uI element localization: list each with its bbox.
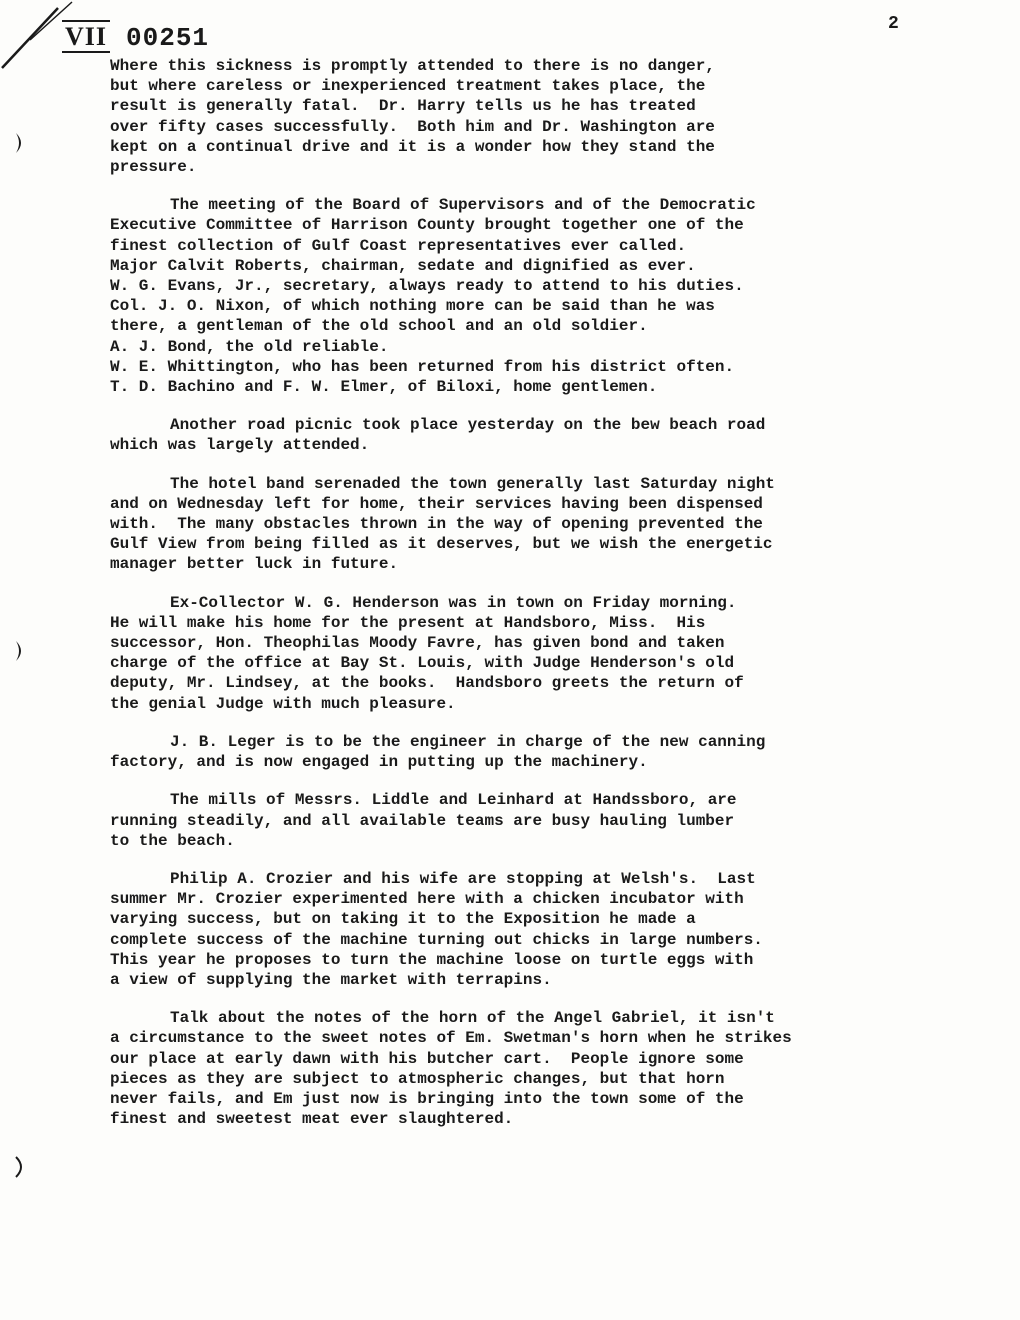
paragraph — [110, 593, 990, 714]
text-line: Col. J. O. Nixon, of which nothing more can be said than he was — [110, 297, 715, 316]
text-line: to the beach. — [110, 831, 235, 850]
paragraph — [110, 56, 990, 177]
text-line: a circumstance to the sweet notes of Em. Swetman's horn when he strikes — [110, 1029, 792, 1048]
text-line: W. G. Evans, Jr., secretary, always ready to attend to his duties. — [110, 277, 744, 296]
text-line: a view of supplying the market with terrapins. — [110, 970, 552, 989]
document-code — [62, 22, 209, 53]
text-line: Major Calvit Roberts, chairman, sedate and dignified as ever. — [110, 256, 696, 275]
text-line: Ex-Collector W. G. Henderson was in town on Friday morning. — [170, 593, 737, 612]
text-line: there, a gentleman of the old school and an old soldier. — [110, 317, 648, 336]
text-line: Gulf View from being filled as it deserves, but we wish the energetic — [110, 535, 773, 554]
paragraph — [110, 790, 990, 851]
paragraph — [110, 1008, 990, 1129]
text-line: varying success, but on taking it to the Exposition he made a — [110, 910, 696, 929]
paragraph — [110, 869, 990, 990]
archive-number: 00251 — [126, 23, 210, 53]
text-line: pressure. — [110, 158, 197, 177]
text-line: A. J. Bond, the old reliable. — [110, 337, 389, 356]
text-line: Executive Committee of Harrison County brought together one of the — [110, 216, 744, 235]
roman-numeral: VII — [62, 20, 110, 53]
paragraph — [110, 732, 990, 772]
text-line: He will make his home for the present at Handsboro, Miss. His — [110, 613, 706, 632]
text-line: pieces as they are subject to atmospheric changes, but that horn — [110, 1069, 725, 1088]
paragraph — [110, 474, 990, 575]
binder-hole-mark — [14, 640, 26, 662]
text-line: result is generally fatal. Dr. Harry tells us he has treated — [110, 97, 696, 116]
text-line: never fails, and Em just now is bringing into the town some of the — [110, 1089, 744, 1108]
text-line: Philip A. Crozier and his wife are stopping at Welsh's. Last — [170, 869, 756, 888]
text-line: The hotel band serenaded the town generally last Saturday night — [170, 474, 775, 493]
text-line: Where this sickness is promptly attended to there is no danger, — [110, 57, 715, 75]
text-line: T. D. Bachino and F. W. Elmer, of Biloxi, home gentlemen. — [110, 378, 658, 397]
text-line: Talk about the notes of the horn of the Angel Gabriel, it isn't — [170, 1009, 775, 1028]
text-line: charge of the office at Bay St. Louis, with Judge Henderson's old — [110, 654, 735, 673]
text-line: kept on a continual drive and it is a wonder how they stand the — [110, 137, 715, 156]
text-line: successor, Hon. Theophilas Moody Favre, has given bond and taken — [110, 634, 725, 653]
text-line: the genial Judge with much pleasure. — [110, 694, 456, 713]
text-line: finest collection of Gulf Coast representatives ever called. — [110, 236, 687, 255]
text-line: our place at early dawn with his butcher cart. People ignore some — [110, 1049, 744, 1068]
text-line: factory, and is now engaged in putting up the machinery. — [110, 753, 648, 772]
text-line: Another road picnic took place yesterday on the bew beach road — [170, 416, 766, 435]
text-line: This year he proposes to turn the machine loose on turtle eggs with — [110, 950, 754, 969]
text-line: The mills of Messrs. Liddle and Leinhard at Handssboro, are — [170, 791, 737, 810]
article-body — [110, 56, 990, 1147]
text-line: summer Mr. Crozier experimented here with a chicken incubator with — [110, 890, 744, 909]
text-line: but where careless or inexperienced treatment takes place, the — [110, 77, 706, 96]
paragraph — [110, 415, 990, 455]
page-number: 2 — [888, 14, 899, 34]
text-line: which was largely attended. — [110, 436, 370, 455]
text-line: manager better luck in future. — [110, 555, 399, 574]
paragraph — [110, 195, 990, 397]
text-line: J. B. Leger is to be the engineer in charge of the new canning — [170, 732, 766, 751]
text-line: with. The many obstacles thrown in the way of opening prevented the — [110, 515, 763, 534]
text-line: deputy, Mr. Lindsey, at the books. Handsboro greets the return of — [110, 674, 744, 693]
binder-hole-mark — [14, 132, 26, 154]
text-line: running steadily, and all available teams are busy hauling lumber — [110, 811, 735, 830]
text-line: finest and sweetest meat ever slaughtered. — [110, 1110, 514, 1129]
text-line: over fifty cases successfully. Both him and Dr. Washington are — [110, 117, 715, 136]
text-line: W. E. Whittington, who has been returned from his district often. — [110, 357, 735, 376]
text-line: The meeting of the Board of Supervisors and of the Democratic — [170, 196, 756, 215]
binder-hole-mark — [14, 1156, 26, 1178]
text-line: and on Wednesday left for home, their services having been dispensed — [110, 494, 763, 513]
text-line: complete success of the machine turning out chicks in large numbers. — [110, 930, 763, 949]
